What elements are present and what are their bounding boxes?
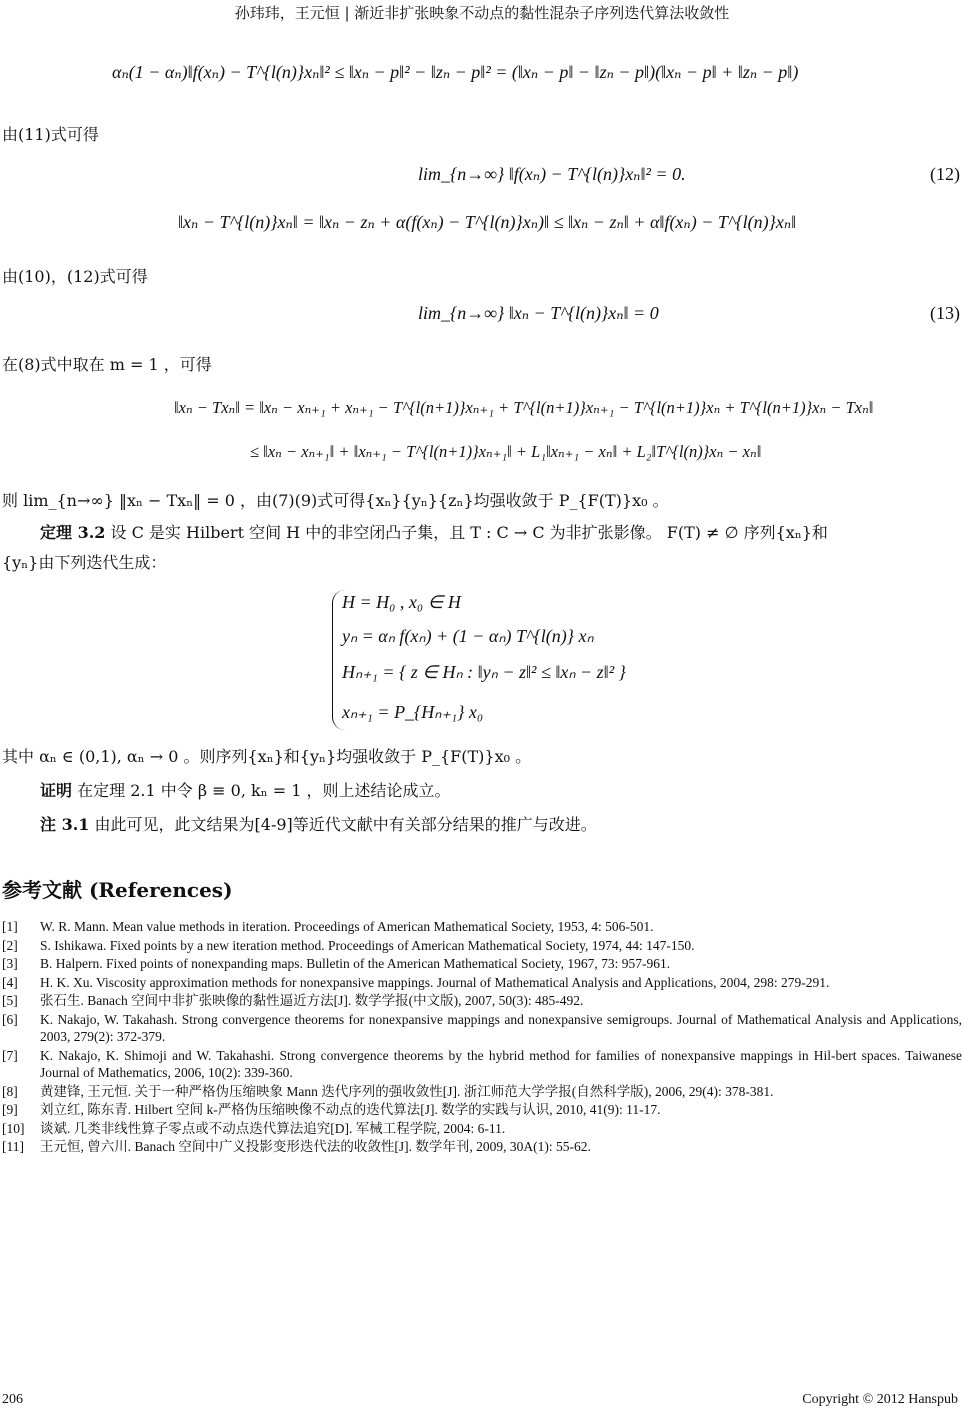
equation-b: ‖xₙ − T^{l(n)}xₙ‖ = ‖xₙ − zₙ + α(f(xₙ) − T^{l(n)}xₙ)‖ ≤ ‖xₙ − zₙ‖ + α‖f(xₙ) − T^{l(n)}xₙ‖ (178, 212, 797, 232)
theorem-label: 定理 3.2 (40, 523, 106, 542)
reference-text: K. Nakajo, W. Takahash. Strong convergence theorems for nonexpansive mappings and nonexpansive semigroups. Journal of Mathematical Analysis and Applications, 2003, 279(2): 372-379. (40, 1011, 962, 1044)
reference-number: [1] (2, 919, 18, 934)
reference-number: [3] (2, 956, 18, 971)
reference-item (2, 1047, 962, 1082)
reference-item (2, 937, 962, 955)
references-list (2, 918, 962, 1157)
reference-number: [11] (2, 1139, 24, 1154)
proof-paragraph (40, 778, 450, 801)
theorem-text: 设 C 是实 Hilbert 空间 H 中的非空闭凸子集，且 T : C → C 为非扩张影像。 F(T) ≠ ∅ 序列{xₙ}和 (110, 523, 828, 542)
reference-text: 谈斌. 几类非线性算子零点或不动点迭代算法追究[D]. 军械工程学院, 2004: 6-11. (40, 1120, 506, 1136)
text-from-11: 由(11)式可得 (2, 125, 99, 144)
note-text: 由此可见，此文结果为[4-9]等近代文献中有关部分结果的推广与改进。 (94, 815, 597, 834)
system-line-1: H = H₀ , x₀ ∈ H (342, 592, 461, 612)
page-number: 206 (2, 1392, 23, 1407)
reference-number: [10] (2, 1120, 25, 1136)
equation-13: lim_{n→∞} ‖xₙ − T^{l(n)}xₙ‖ = 0 (418, 303, 659, 323)
proof-text: 在定理 2.1 中令 β ≡ 0, kₙ = 1 ，则上述结论成立。 (77, 781, 451, 800)
reference-text: 王元恒, 曾六川. Banach 空间中广义投影变形迭代法的收敛性[J]. 数学年刊, 2009, 30A(1): 55-62. (40, 1139, 591, 1154)
text-where: 其中 αₙ ∈ (0,1), αₙ → 0 。则序列{xₙ}和{yₙ}均强收敛于 P_{F(T)}x₀ 。 (2, 747, 532, 766)
note-label: 注 3.1 (40, 815, 90, 834)
theorem-3-2-line1 (40, 520, 828, 543)
reference-item (2, 1083, 962, 1101)
reference-item (2, 1120, 962, 1138)
reference-text: 张石生. Banach 空间中非扩张映像的黏性逼近方法[J]. 数学学报(中文版), 2007, 50(3): 485-492. (40, 993, 584, 1008)
reference-text: 刘立红, 陈东青. Hilbert 空间 k-严格伪压缩映像不动点的迭代算法[J]. 数学的实践与认识, 2010, 41(9): 11-17. (40, 1102, 661, 1117)
reference-number: [6] (2, 1011, 18, 1027)
reference-item (2, 1101, 962, 1119)
text-from-10-12: 由(10)，(12)式可得 (2, 267, 148, 286)
equation-a: αₙ(1 − αₙ)‖f(xₙ) − T^{l(n)}xₙ‖² ≤ ‖xₙ − p‖² − ‖zₙ − p‖² = (‖xₙ − p‖ − ‖zₙ − p‖)(‖xₙ − p‖ + ‖zₙ − p‖) (112, 62, 799, 82)
reference-number: [8] (2, 1083, 18, 1099)
text-in-8: 在(8)式中取在 m = 1 ，可得 (2, 355, 212, 374)
system-line-4: xₙ₊₁ = P_{Hₙ₊₁} x₀ (342, 702, 484, 722)
reference-number: [9] (2, 1102, 18, 1117)
proof-label: 证明 (40, 781, 73, 800)
reference-item (2, 918, 962, 936)
equation-12-number: (12) (930, 164, 960, 184)
reference-item (2, 955, 962, 973)
reference-text: H. K. Xu. Viscosity approximation methods for nonexpansive mappings. Journal of Mathematical Analysis and Applications, 2004, 298: 279-291. (40, 974, 830, 990)
equation-c-line1: ‖xₙ − Txₙ‖ = ‖xₙ − xₙ₊₁ + xₙ₊₁ − T^{l(n+1)}xₙ₊₁ + T^{l(n+1)}xₙ₊₁ − T^{l(n+1)}xₙ + T^{l(n+1)}xₙ − Txₙ‖ (174, 398, 874, 417)
theorem-3-2-line2: {yₙ}由下列迭代生成： (2, 553, 167, 572)
equation-12: lim_{n→∞} ‖f(xₙ) − T^{l(n)}xₙ‖² = 0. (418, 164, 686, 184)
reference-number: [4] (2, 974, 18, 990)
copyright: Copyright © 2012 Hanspub (802, 1392, 958, 1407)
reference-item (2, 1138, 962, 1156)
system-line-3: Hₙ₊₁ = { z ∈ Hₙ : ‖yₙ − z‖² ≤ ‖xₙ − z‖² } (342, 662, 626, 682)
reference-number: [2] (2, 937, 18, 953)
running-header: 孙玮玮，王元恒 | 渐近非扩张映象不动点的黏性混杂子序列迭代算法收敛性 (234, 4, 730, 22)
reference-text: B. Halpern. Fixed points of nonexpanding maps. Bulletin of the American Mathematical Society, 1967, 73: 957-961. (40, 956, 671, 971)
system-line-2: yₙ = αₙ f(xₙ) + (1 − αₙ) T^{l(n)} xₙ (342, 626, 594, 646)
reference-number: [5] (2, 993, 18, 1008)
note-paragraph (40, 812, 597, 835)
reference-text: S. Ishikawa. Fixed points by a new iteration method. Proceedings of American Mathematical Society, 1974, 44: 147-150. (40, 937, 695, 953)
equation-13-number: (13) (930, 303, 960, 323)
reference-text: 黄建锋, 王元恒. 关于一种严格伪压缩映象 Mann 迭代序列的强收敛性[J]. 浙江师范大学学报(自然科学版), 2006, 29(4): 378-381. (40, 1083, 774, 1099)
reference-text: W. R. Mann. Mean value methods in iteration. Proceedings of American Mathematical Society, 1953, 4: 506-501. (40, 919, 654, 934)
reference-item (2, 992, 962, 1010)
text-then: 则 lim_{n→∞} ‖xₙ − Txₙ‖ = 0 ，由(7)(9)式可得{xₙ}{yₙ}{zₙ}均强收敛于 P_{F(T)}x₀ 。 (2, 491, 669, 510)
reference-text: K. Nakajo, K. Shimoji and W. Takahashi. Strong convergence theorems by the hybrid method for families of nonexpansive mappings in Hil-bert spaces. Taiwanese Journal of Mathematics, 2006, 10(2): 339-360. (40, 1047, 962, 1080)
equation-c-line2: ≤ ‖xₙ − xₙ₊₁‖ + ‖xₙ₊₁ − T^{l(n+1)}xₙ₊₁‖ + L₁‖xₙ₊₁ − xₙ‖ + L₂‖T^{l(n)}xₙ − xₙ‖ (250, 442, 762, 461)
reference-item (2, 974, 962, 992)
references-heading: 参考文献 (References) (2, 878, 233, 902)
reference-number: [7] (2, 1047, 18, 1063)
reference-item (2, 1011, 962, 1046)
